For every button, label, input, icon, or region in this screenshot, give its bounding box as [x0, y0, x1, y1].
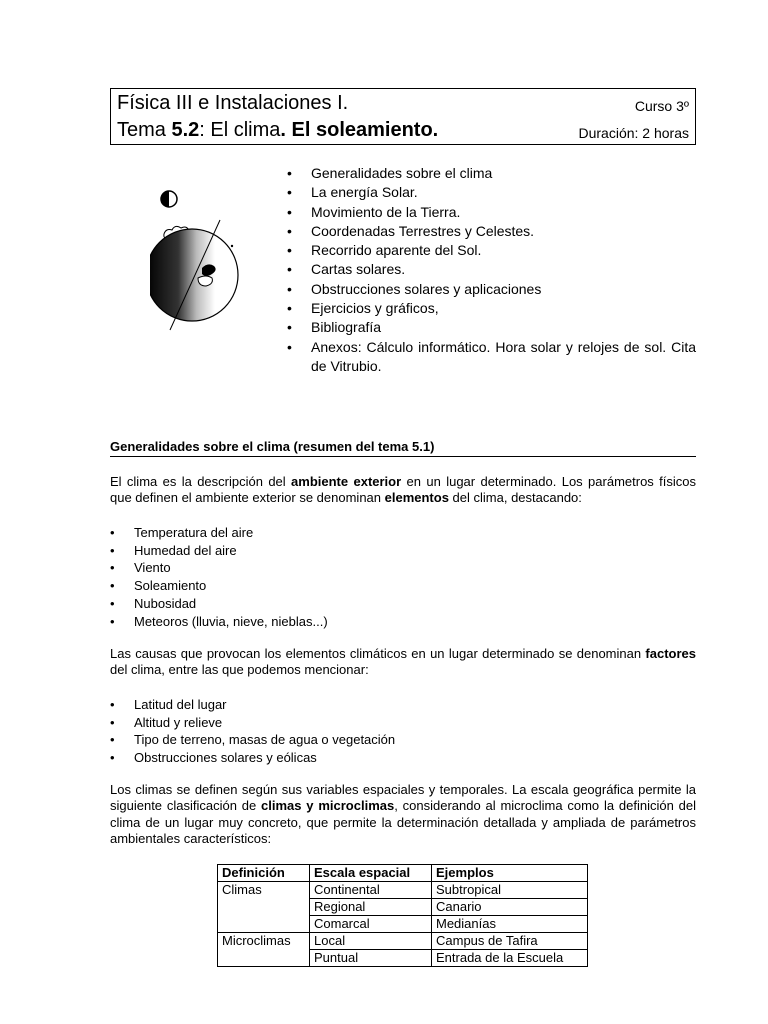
- list-item: • Tipo de terreno, masas de agua o vegetación: [110, 731, 395, 749]
- table-cell: Comarcal: [310, 916, 432, 933]
- paragraph-climate-scales: Los climas se definen según sus variables espaciales y temporales. La escala geográfica permite la siguiente clasificación de climas y microclimas, considerando al microclima como la definición del clima de un lugar muy concreto, que permite la determinación detallada y ampliada de parámetros ambientales característicos:: [110, 782, 696, 847]
- paragraph-climate-factors: Las causas que provocan los elementos climáticos en un lugar determinado se denominan factores del clima, entre las que podemos mencionar:: [110, 646, 696, 678]
- list-item: • Movimiento de la Tierra.: [287, 203, 696, 222]
- course-title: Física III e Instalaciones I.: [117, 92, 349, 114]
- list-item: • Latitud del lugar: [110, 696, 395, 714]
- header-box: [110, 88, 696, 145]
- topic-title: Tema 5.2: El clima. El soleamiento.: [117, 119, 439, 141]
- table-row: [218, 899, 588, 916]
- column-header: Ejemplos: [432, 865, 588, 882]
- duration: Duración: 2 horas: [578, 125, 689, 141]
- climate-factors-list: [110, 696, 395, 767]
- list-item: • Meteoros (lluvia, nieve, nieblas...): [110, 613, 328, 631]
- climate-elements-list: [110, 524, 328, 630]
- list-item: • Obstrucciones solares y aplicaciones: [287, 280, 696, 299]
- paragraph-climate-definition: El clima es la descripción del ambiente exterior en un lugar determinado. Los parámetros físicos que definen el ambiente exterior se denominan elementos del clima, destacando:: [110, 474, 697, 506]
- table-cell: Puntual: [310, 950, 432, 967]
- climate-scale-table: [217, 864, 588, 967]
- table-cell: Climas: [218, 882, 310, 899]
- table-row: [218, 882, 588, 899]
- table-cell: Canario: [432, 899, 588, 916]
- table-cell: [218, 950, 310, 967]
- list-item: • Soleamiento: [110, 577, 328, 595]
- table-cell: Regional: [310, 899, 432, 916]
- column-header: Escala espacial: [310, 865, 432, 882]
- list-item: • Humedad del aire: [110, 542, 328, 560]
- list-item: • Ejercicios y gráficos,: [287, 299, 696, 318]
- list-item: • Temperatura del aire: [110, 524, 328, 542]
- column-header: Definición: [218, 865, 310, 882]
- list-item: • Altitud y relieve: [110, 714, 395, 732]
- table-row: [218, 933, 588, 950]
- table-row: [218, 950, 588, 967]
- list-item: • Viento: [110, 559, 328, 577]
- list-item: • Recorrido aparente del Sol.: [287, 241, 696, 260]
- table-header-row: [218, 865, 588, 882]
- topics-list: [287, 164, 696, 376]
- table-cell: Subtropical: [432, 882, 588, 899]
- table-cell: Entrada de la Escuela: [432, 950, 588, 967]
- list-item: • La energía Solar.: [287, 183, 696, 202]
- earth-sun-illustration: [150, 180, 250, 340]
- table-cell: Continental: [310, 882, 432, 899]
- list-item: • Cartas solares.: [287, 260, 696, 279]
- list-item: • Bibliografía: [287, 318, 696, 337]
- table-cell: Microclimas: [218, 933, 310, 950]
- list-item: • Anexos: Cálculo informático. Hora solar y relojes de sol. Cita de Vitrubio.: [287, 338, 696, 377]
- table-cell: Local: [310, 933, 432, 950]
- list-item: • Nubosidad: [110, 595, 328, 613]
- table-cell: [218, 916, 310, 933]
- table-cell: Campus de Tafira: [432, 933, 588, 950]
- course-year: Curso 3º: [634, 98, 689, 114]
- list-item: • Generalidades sobre el clima: [287, 164, 696, 183]
- table-cell: Medianías: [432, 916, 588, 933]
- list-item: • Coordenadas Terrestres y Celestes.: [287, 222, 696, 241]
- section-heading: Generalidades sobre el clima (resumen del tema 5.1): [110, 439, 696, 457]
- list-item: • Obstrucciones solares y eólicas: [110, 749, 395, 767]
- table-cell: [218, 899, 310, 916]
- table-row: [218, 916, 588, 933]
